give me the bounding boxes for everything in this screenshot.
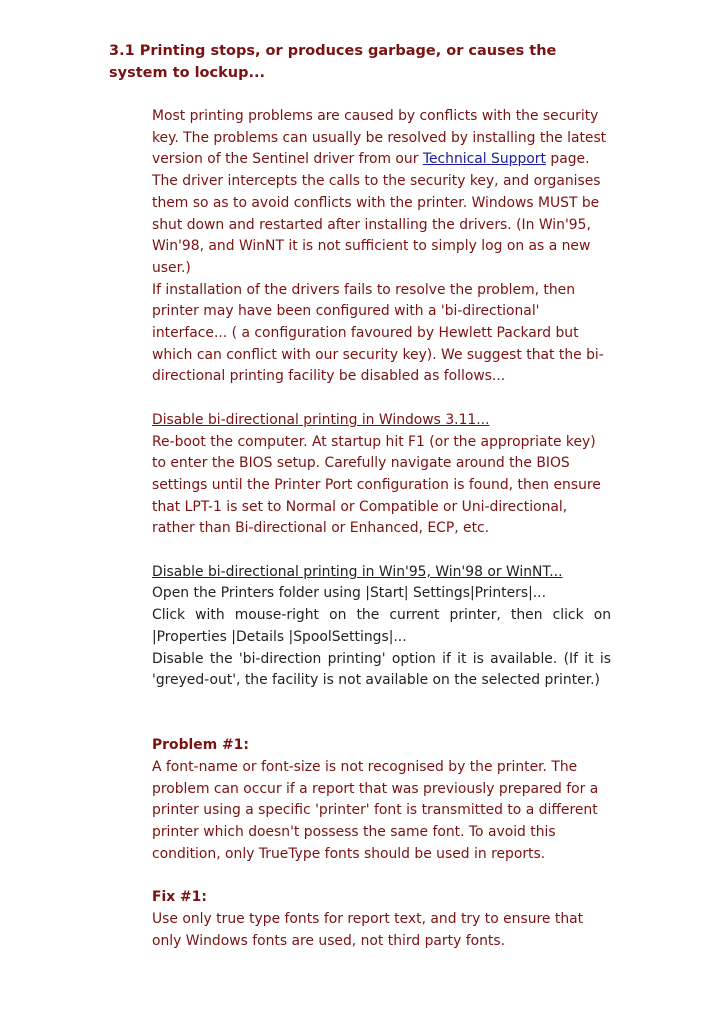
bi-directional-paragraph: If installation of the drivers fails to resolve the problem, then printer may have been configured with a 'bi-directional' interface... ( a configuration favoured by Hewlett Packard but which can conflict with our security key). We suggest that the bi-directional printing facility be disabled as follows... (152, 281, 604, 385)
fix-1-text: Use only true type fonts for report text, and try to ensure that only Windows fonts are used, not third party fonts. (152, 910, 584, 949)
section-heading: 3.1 Printing stops, or produces garbage, or causes the system to lockup... (109, 43, 557, 81)
intro-text-after-link: page. The driver intercepts the calls to the security key, and organises them so as to avoid conflicts with the printer. Windows MUST be shut down and restarted after installing the drivers. (In Win'95, Win'98, and WinNT it is not sufficient to simply log on as a new user.) (152, 151, 601, 276)
intro-text-before-link: Most printing problems are caused by conflicts with the security key. The problems can usually be resolved by installing the latest version of the Sentinel driver from our (152, 108, 607, 168)
technical-support-link[interactable]: Technical Support (422, 151, 546, 168)
win95-step-properties: Click with mouse-right on the current printer, then click on |Properties |Details |SpoolSettings|... (152, 607, 611, 645)
problem-1-text: A font-name or font-size is not recognised by the printer. The problem can occur if a report that was previously prepared for a printer using a specific 'printer' font is transmitted to a different printer which doesn't possess the same font. To avoid this condition, only TrueType fonts should be used in reports. (152, 759, 599, 862)
fix-1-label: Fix #1: (152, 889, 207, 906)
spacer (152, 692, 611, 735)
win95-section-title: Disable bi-directional printing in Win'95, Win'98 or WinNT... (152, 563, 563, 580)
win95-step-open-printers: Open the Printers folder using |Start| Settings|Printers|... (152, 585, 546, 602)
win95-step-disable: Disable the 'bi-direction printing' option if it is available. (If it is 'greyed-out', the facility is not available on the selected printer.) (152, 650, 611, 689)
document-body (152, 106, 611, 952)
intro-paragraph (152, 106, 611, 280)
problem-1-label: Problem #1: (152, 737, 249, 754)
win311-section-title: Disable bi-directional printing in Windows 3.11... (152, 411, 490, 428)
spacer (152, 388, 611, 410)
spacer (152, 866, 611, 888)
spacer (152, 540, 611, 562)
win311-instructions: Re-boot the computer. At startup hit F1 (or the appropriate key) to enter the BIOS setup. Carefully navigate around the BIOS settings until the Printer Port configuration is found, then ensure that LPT-1 is set to Normal or Compatible or Uni-directional, rather than Bi-directional or Enhanced, ECP, etc. (152, 433, 601, 537)
